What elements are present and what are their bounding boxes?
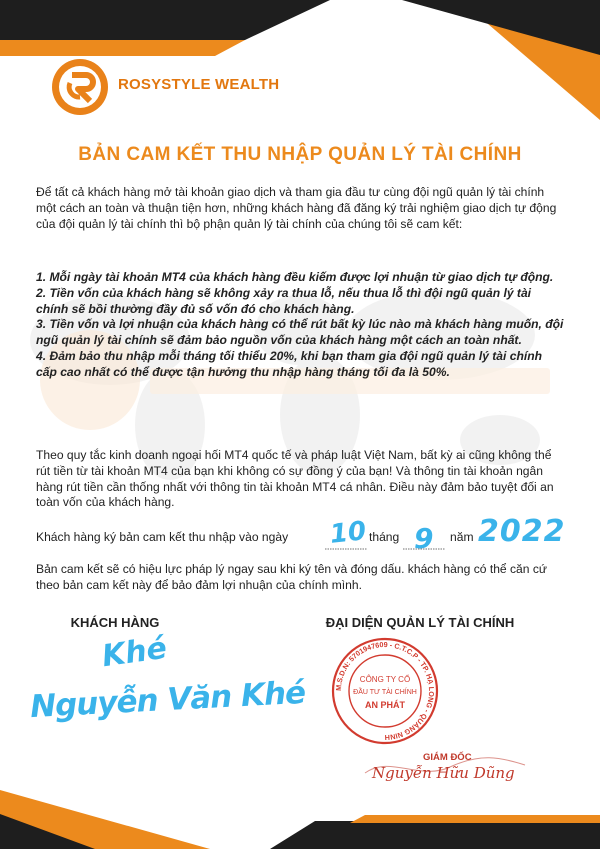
- bottom-right-dark-wedge: [270, 821, 600, 849]
- customer-signature-full: Nguyễn Văn Khé: [29, 674, 306, 726]
- commitment-text: Đảm bảo thu nhập mỗi tháng tối thiểu: [49, 348, 270, 363]
- director-signature-scribble: [360, 745, 530, 785]
- commitment-number: 2.: [36, 285, 47, 300]
- min-income-percent: 20%: [269, 348, 295, 363]
- top-right-corner-decoration: [400, 0, 600, 125]
- top-left-orange-band: [0, 40, 245, 56]
- intro-paragraph: Để tất cả khách hàng mở tài khoản giao dịch và tham gia đầu tư cùng đội ngũ quản lý tài chính một cách an toàn và thuận tiện hơn, những khách hàng đã đăng ký trải nghiệm giao dịch tự động của đội quản lý tài chính thì bộ phận quản lý tài chính của chúng tôi sẽ cam kết:: [36, 185, 557, 231]
- document-title: BẢN CAM KẾT THU NHẬP QUẢN LÝ TÀI CHÍNH: [78, 144, 522, 165]
- customer-signature: [30, 630, 330, 740]
- year-label: năm: [450, 530, 474, 544]
- month-label: tháng: [369, 530, 400, 544]
- top-left-corner-decoration: [0, 0, 330, 60]
- commitments-list: [36, 270, 566, 381]
- commitment-number: 1.: [36, 270, 47, 284]
- stamp-ring-text: M.S.D.N: 5701947609 - C.T.C.P - TP. HẠ LONG - QUẢNG NINH: [333, 639, 437, 743]
- commitment-item-2: [36, 286, 566, 318]
- commitment-text: Tiền vốn của khách hàng sẽ không xảy ra thua lỗ, nếu thua lỗ thì đội ngũ quản lý tài chính sẽ bồi thường đầy đủ số vốn đó cho khách hàng.: [36, 285, 532, 316]
- customer-label: KHÁCH HÀNG: [70, 615, 160, 630]
- validity-paragraph: Bản cam kết sẽ có hiệu lực pháp lý ngay sau khi ký tên và đóng dấu. khách hàng có thể căn cứ theo bản cam kết này để bảo đảm lợi nhuận của chính mình.: [36, 562, 548, 592]
- commitment-text: .: [446, 364, 450, 379]
- representative-label: ĐẠI DIỆN QUẢN LÝ TÀI CHÍNH: [325, 615, 515, 630]
- rosystyle-logo-icon: [50, 57, 110, 117]
- legal-paragraph: Theo quy tắc kinh doanh ngoại hối MT4 quốc tế và pháp luật Việt Nam, bất kỳ ai cũng không thể rút tiền từ tài khoản MT4 của bạn khi không có sự đồng ý của bạn! Và thông tin tài khoản ngân hàng rút tiền cần thống nhất với thông tin tài khoản MT4 cá nhân. Điều này đảm bảo tuyệt đối an toàn vốn của khách hàng.: [36, 448, 554, 510]
- company-stamp: [330, 636, 440, 746]
- director-name: Nguyễn Hữu Dũng: [372, 764, 515, 782]
- top-left-dark-wedge: [0, 0, 330, 40]
- stamp-center-line-3: AN PHÁT: [365, 700, 405, 710]
- handwritten-day: 10: [328, 516, 368, 550]
- commitment-text: Tiền vốn và lợi nhuận của khách hàng có thể rút bất kỳ lúc nào mà khách hàng muốn, đội ngũ quản lý tài chính sẽ đảm bảo nguồn vốn của khách hàng một cách an toàn nhất.: [36, 317, 564, 348]
- commitment-number: 4.: [36, 348, 47, 363]
- commitment-item-4: [36, 349, 566, 381]
- commitment-text: , khi bạn tham gia đội ngũ quản lý tài chính cấp cao nhất có thể được tận hưởng thu nhập hàng tháng tối đa là: [36, 348, 542, 379]
- signing-date-prefix: Khách hàng ký bản cam kết thu nhập vào ngày: [36, 530, 289, 544]
- stamp-center-line-1: CÔNG TY CỔ: [359, 675, 411, 684]
- director-title: GIÁM ĐỐC: [423, 752, 472, 763]
- commitment-text: Mỗi ngày tài khoản MT4 của khách hàng đều kiếm được lợi nhuận từ giao dịch tự động.: [49, 270, 554, 284]
- commitment-number: 3.: [36, 317, 47, 332]
- handwritten-month: 9: [414, 522, 434, 555]
- bottom-right-corner-decoration: [270, 815, 600, 849]
- max-income-percent: 50%: [422, 364, 447, 379]
- brand-name: ROSYSTYLE WEALTH: [118, 76, 280, 93]
- commitment-item-1: [36, 270, 566, 286]
- bottom-left-corner-decoration: [0, 790, 220, 849]
- customer-signature-short: Khé: [99, 630, 170, 675]
- signing-date-line: [36, 530, 288, 544]
- commitment-item-3: [36, 317, 566, 349]
- stamp-center-line-2: ĐẦU TƯ TÀI CHÍNH: [353, 689, 417, 696]
- bottom-right-orange-band: [350, 815, 600, 823]
- handwritten-year: 2022: [478, 514, 566, 549]
